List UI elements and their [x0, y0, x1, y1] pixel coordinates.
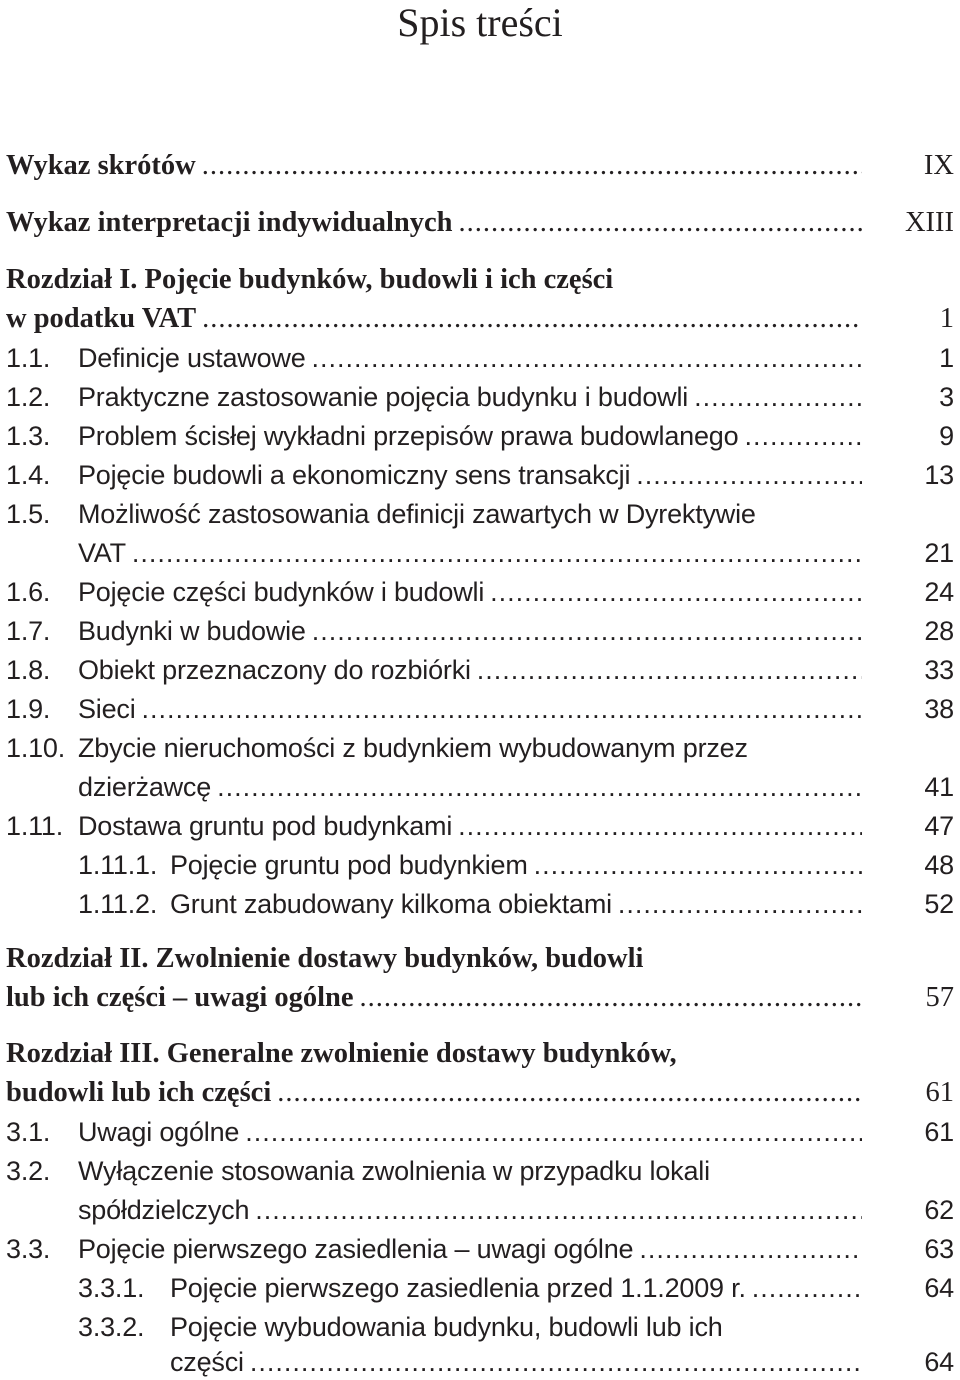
toc-section-1-6[interactable]	[6, 576, 954, 608]
toc-section-1-4[interactable]	[6, 459, 954, 491]
toc-section-1-10-heading[interactable]	[6, 732, 954, 764]
toc-entry-text: Wyłączenie stosowania zwolnienia w przypadku lokali	[78, 1156, 710, 1186]
toc-page-number: 57	[925, 982, 954, 1013]
toc-page-number: 61	[924, 1117, 954, 1147]
toc-section-1-5-heading[interactable]	[6, 498, 954, 530]
toc-subsection-1-11-2[interactable]	[6, 888, 954, 920]
toc-section-number: 1.11.2.	[78, 889, 158, 919]
toc-entry-text: Definicje ustawowe	[78, 343, 306, 373]
toc-chapter-3-entry[interactable]	[6, 1077, 954, 1109]
toc-section-1-2[interactable]	[6, 381, 954, 413]
toc-page-number: 63	[924, 1234, 954, 1264]
toc-entry-text: Dostawa gruntu pod budynkami	[78, 811, 453, 841]
toc-chapter-1-heading[interactable]	[6, 264, 954, 296]
toc-section-3-2-entry[interactable]	[6, 1194, 954, 1226]
toc-chapter-title-cont: lub ich części – uwagi ogólne	[6, 982, 354, 1013]
toc-entry-wykaz-skrotow[interactable]	[6, 150, 954, 182]
toc-chapter-title: Rozdział II. Zwolnienie dostawy budynków, budowli	[6, 943, 644, 974]
toc-page-number: IX	[923, 150, 954, 181]
toc-page-number: 64	[924, 1347, 954, 1377]
toc-section-number: 1.5.	[6, 499, 51, 529]
toc-page-number: 13	[924, 460, 954, 490]
toc-section-number: 1.4.	[6, 460, 51, 490]
toc-page-number: 41	[924, 772, 954, 802]
toc-entry-text: Wykaz interpretacji indywidualnych	[6, 207, 453, 238]
toc-page-number: 9	[939, 421, 954, 451]
toc-section-1-9[interactable]	[6, 693, 954, 725]
toc-entry-text-cont: spółdzielczych	[78, 1195, 250, 1225]
toc-section-1-5-entry[interactable]	[6, 537, 954, 569]
toc-section-number: 1.10.	[6, 733, 66, 763]
toc-page-number: 38	[924, 694, 954, 724]
toc-page-number: 1	[939, 303, 954, 334]
toc-entry-text: Wykaz skrótów	[6, 150, 196, 181]
toc-page-number: 61	[925, 1077, 954, 1108]
toc-section-3-3[interactable]	[6, 1233, 954, 1265]
toc-section-number: 1.3.	[6, 421, 51, 451]
toc-page-number: 64	[924, 1273, 954, 1303]
toc-entry-text: Praktyczne zastosowanie pojęcia budynku i budowli	[78, 382, 689, 412]
toc-entry-text: Możliwość zastosowania definicji zawartych w Dyrektywie	[78, 499, 756, 529]
toc-page-number: 47	[924, 811, 954, 841]
toc-entry-text: Pojęcie budowli a ekonomiczny sens transakcji	[78, 460, 631, 490]
toc-section-1-7[interactable]	[6, 615, 954, 647]
toc-page-number: 52	[924, 889, 954, 919]
toc-page-number: 28	[924, 616, 954, 646]
toc-section-1-11[interactable]	[6, 810, 954, 842]
toc-chapter-title: Rozdział I. Pojęcie budynków, budowli i ich części	[6, 264, 614, 295]
toc-entry-text: Pojęcie wybudowania budynku, budowli lub ich	[170, 1312, 723, 1342]
toc-subsection-3-3-2-heading[interactable]	[6, 1311, 954, 1343]
toc-page-number: 24	[924, 577, 954, 607]
toc-entry-text-cont: części	[170, 1347, 244, 1377]
toc-chapter-title-cont: budowli lub ich części	[6, 1077, 272, 1108]
toc-section-number: 1.2.	[6, 382, 51, 412]
toc-section-number: 1.8.	[6, 655, 51, 685]
toc-chapter-title-cont: w podatku VAT	[6, 303, 197, 334]
toc-section-1-1[interactable]	[6, 342, 954, 374]
toc-entry-text: Sieci	[78, 694, 136, 724]
toc-subsection-3-3-1[interactable]	[6, 1272, 954, 1304]
page-title: Spis treści	[397, 0, 563, 45]
toc-entry-wykaz-interpretacji[interactable]	[6, 207, 954, 239]
toc-page-number: 3	[939, 382, 954, 412]
toc-chapter-title: Rozdział III. Generalne zwolnienie dostawy budynków,	[6, 1038, 677, 1069]
toc-section-number: 1.11.	[6, 811, 64, 841]
toc-entry-text-cont: VAT	[78, 538, 126, 568]
toc-entry-text: Pojęcie pierwszego zasiedlenia przed 1.1.2009 r.	[170, 1273, 746, 1303]
toc-page-number: 48	[924, 850, 954, 880]
toc-page-number: 1	[939, 343, 954, 373]
toc-section-1-10-entry[interactable]	[6, 771, 954, 803]
toc-section-number: 3.3.	[6, 1234, 51, 1264]
toc-entry-text: Budynki w budowie	[78, 616, 306, 646]
toc-section-1-8[interactable]	[6, 654, 954, 686]
toc-section-number: 3.1.	[6, 1117, 51, 1147]
toc-section-number: 3.2.	[6, 1156, 51, 1186]
toc-subsection-1-11-1[interactable]	[6, 849, 954, 881]
toc-page-number: 21	[924, 538, 954, 568]
toc-section-number: 3.3.2.	[78, 1312, 145, 1342]
toc-section-number: 1.1.	[6, 343, 51, 373]
toc-chapter-2-heading[interactable]	[6, 943, 954, 975]
toc-entry-text: Obiekt przeznaczony do rozbiórki	[78, 655, 471, 685]
toc-entry-text-cont: dzierżawcę	[78, 772, 212, 802]
toc-section-number: 1.9.	[6, 694, 51, 724]
toc-entry-text: Zbycie nieruchomości z budynkiem wybudowanym przez	[78, 733, 748, 763]
toc-chapter-3-heading[interactable]	[6, 1038, 954, 1070]
toc-subsection-3-3-2-entry[interactable]	[6, 1346, 954, 1378]
toc-section-number: 1.6.	[6, 577, 51, 607]
toc-section-3-2-heading[interactable]	[6, 1155, 954, 1187]
toc-chapter-2-entry[interactable]	[6, 982, 954, 1014]
toc-chapter-1-entry[interactable]	[6, 303, 954, 335]
toc-page-number: 33	[924, 655, 954, 685]
toc-page-number: XIII	[904, 207, 954, 238]
toc-entry-text: Uwagi ogólne	[78, 1117, 240, 1147]
toc-entry-text: Pojęcie pierwszego zasiedlenia – uwagi ogólne	[78, 1234, 634, 1264]
toc-section-number: 1.7.	[6, 616, 51, 646]
toc-entry-text: Grunt zabudowany kilkoma obiektami	[170, 889, 612, 919]
toc-entry-text: Problem ścisłej wykładni przepisów prawa budowlanego	[78, 421, 739, 451]
toc-entry-text: Pojęcie części budynków i budowli	[78, 577, 485, 607]
toc-entry-text: Pojęcie gruntu pod budynkiem	[170, 850, 528, 880]
toc-section-number: 1.11.1.	[78, 850, 158, 880]
toc-section-1-3[interactable]	[6, 420, 954, 452]
toc-section-3-1[interactable]	[6, 1116, 954, 1148]
toc-section-number: 3.3.1.	[78, 1273, 145, 1303]
toc-page-number: 62	[924, 1195, 954, 1225]
